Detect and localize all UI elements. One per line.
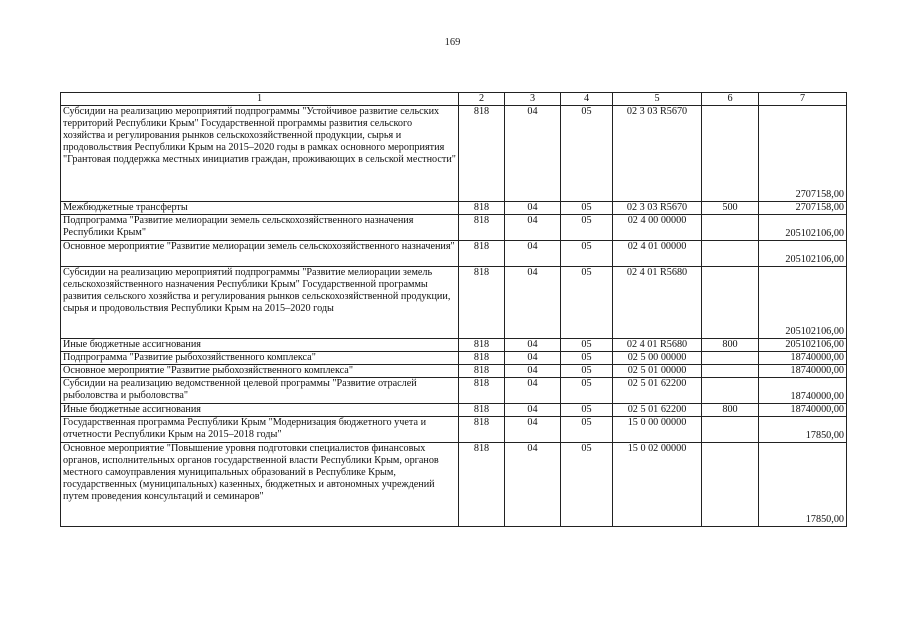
subsection-code: 05 [561,417,613,443]
target-article-code: 02 5 01 00000 [613,365,702,378]
column-header: 6 [702,93,759,106]
table-row [61,241,847,267]
expense-type-code: 800 [702,404,759,417]
target-article-code: 02 4 00 00000 [613,215,702,241]
table-row [61,202,847,215]
subsection-code: 05 [561,241,613,267]
table-row [61,378,847,404]
expense-type-code [702,215,759,241]
expense-type-code [702,417,759,443]
target-article-code: 15 0 00 00000 [613,417,702,443]
amount: 18740000,00 [759,378,847,404]
target-article-code: 15 0 02 00000 [613,443,702,527]
table-row [61,365,847,378]
amount: 18740000,00 [759,352,847,365]
row-name: Подпрограмма "Развитие рыбохозяйственного комплекса" [61,352,459,365]
section-code: 04 [505,404,561,417]
row-name: Субсидии на реализацию мероприятий подпрограммы "Развитие мелиорации земель сельскохозяйственного назначения Республики Крым" Государственной программы развития сельского хозяйства и регулирования рынков сельскохозяйственной продукции, сырья и продовольствия Республики Крым на 2015–2020 годы [61,267,459,339]
ministry-code: 818 [459,352,505,365]
amount: 18740000,00 [759,404,847,417]
target-article-code: 02 5 00 00000 [613,352,702,365]
row-name: Межбюджетные трансферты [61,202,459,215]
subsection-code: 05 [561,339,613,352]
row-name: Иные бюджетные ассигнования [61,339,459,352]
budget-table [60,92,847,527]
subsection-code: 05 [561,267,613,339]
ministry-code: 818 [459,417,505,443]
target-article-code: 02 4 01 R5680 [613,267,702,339]
ministry-code: 818 [459,339,505,352]
ministry-code: 818 [459,202,505,215]
expense-type-code [702,365,759,378]
page-number: 169 [444,37,461,48]
target-article-code: 02 3 03 R5670 [613,106,702,202]
ministry-code: 818 [459,404,505,417]
target-article-code: 02 4 01 00000 [613,241,702,267]
column-header: 4 [561,93,613,106]
subsection-code: 05 [561,106,613,202]
ministry-code: 818 [459,378,505,404]
subsection-code: 05 [561,443,613,527]
ministry-code: 818 [459,106,505,202]
section-code: 04 [505,339,561,352]
ministry-code: 818 [459,215,505,241]
column-header: 7 [759,93,847,106]
expense-type-code [702,352,759,365]
table-row [61,404,847,417]
row-name: Основное мероприятие "Развитие рыбохозяйственного комплекса" [61,365,459,378]
table-row [61,417,847,443]
expense-type-code: 500 [702,202,759,215]
section-code: 04 [505,202,561,215]
expense-type-code [702,443,759,527]
amount: 205102106,00 [759,339,847,352]
column-header: 3 [505,93,561,106]
target-article-code: 02 4 01 R5680 [613,339,702,352]
row-name: Основное мероприятие "Развитие мелиорации земель сельскохозяйственного назначения" [61,241,459,267]
table-row [61,443,847,527]
section-code: 04 [505,443,561,527]
amount: 205102106,00 [759,241,847,267]
section-code: 04 [505,215,561,241]
ministry-code: 818 [459,241,505,267]
table-row [61,106,847,202]
section-code: 04 [505,352,561,365]
target-article-code: 02 3 03 R5670 [613,202,702,215]
table-row [61,352,847,365]
subsection-code: 05 [561,404,613,417]
expense-type-code [702,106,759,202]
row-name: Субсидии на реализацию мероприятий подпрограммы "Устойчивое развитие сельских территорий Республики Крым" Государственной программы развития сельского хозяйства и регулирования рынков сельскохозяйственной продукции, сырья и продовольствия Республики Крым на 2015–2020 годы в рамках основного мероприятия "Грантовая поддержка местных инициатив граждан, проживающих в сельской местности" [61,106,459,202]
subsection-code: 05 [561,378,613,404]
ministry-code: 818 [459,443,505,527]
table-row [61,215,847,241]
expense-type-code [702,267,759,339]
section-code: 04 [505,417,561,443]
target-article-code: 02 5 01 62200 [613,404,702,417]
amount: 205102106,00 [759,215,847,241]
ministry-code: 818 [459,365,505,378]
section-code: 04 [505,378,561,404]
table-row [61,267,847,339]
section-code: 04 [505,106,561,202]
amount: 2707158,00 [759,106,847,202]
amount: 17850,00 [759,443,847,527]
row-name: Подпрограмма "Развитие мелиорации земель сельскохозяйственного назначения Республики Крым" [61,215,459,241]
ministry-code: 818 [459,267,505,339]
row-name: Государственная программа Республики Крым "Модернизация бюджетного учета и отчетности Республики Крым на 2015–2018 годы" [61,417,459,443]
column-header: 1 [61,93,459,106]
section-code: 04 [505,267,561,339]
table-header-row [61,93,847,106]
table-row [61,339,847,352]
amount: 205102106,00 [759,267,847,339]
target-article-code: 02 5 01 62200 [613,378,702,404]
subsection-code: 05 [561,215,613,241]
amount: 17850,00 [759,417,847,443]
section-code: 04 [505,241,561,267]
column-header: 2 [459,93,505,106]
subsection-code: 05 [561,365,613,378]
subsection-code: 05 [561,352,613,365]
expense-type-code: 800 [702,339,759,352]
expense-type-code [702,378,759,404]
column-header: 5 [613,93,702,106]
amount: 2707158,00 [759,202,847,215]
expense-type-code [702,241,759,267]
section-code: 04 [505,365,561,378]
row-name: Субсидии на реализацию ведомственной целевой программы "Развитие отраслей рыболовства и рыболовства" [61,378,459,404]
subsection-code: 05 [561,202,613,215]
amount: 18740000,00 [759,365,847,378]
row-name: Основное мероприятие "Повышение уровня подготовки специалистов финансовых органов, исполнительных органов государственной власти Республики Крым, органов местного самоуправления муниципальных образований в Республике Крым, государственных (муниципальных) казенных, бюджетных и автономных учреждений путем проведения консультаций и семинаров" [61,443,459,527]
row-name: Иные бюджетные ассигнования [61,404,459,417]
